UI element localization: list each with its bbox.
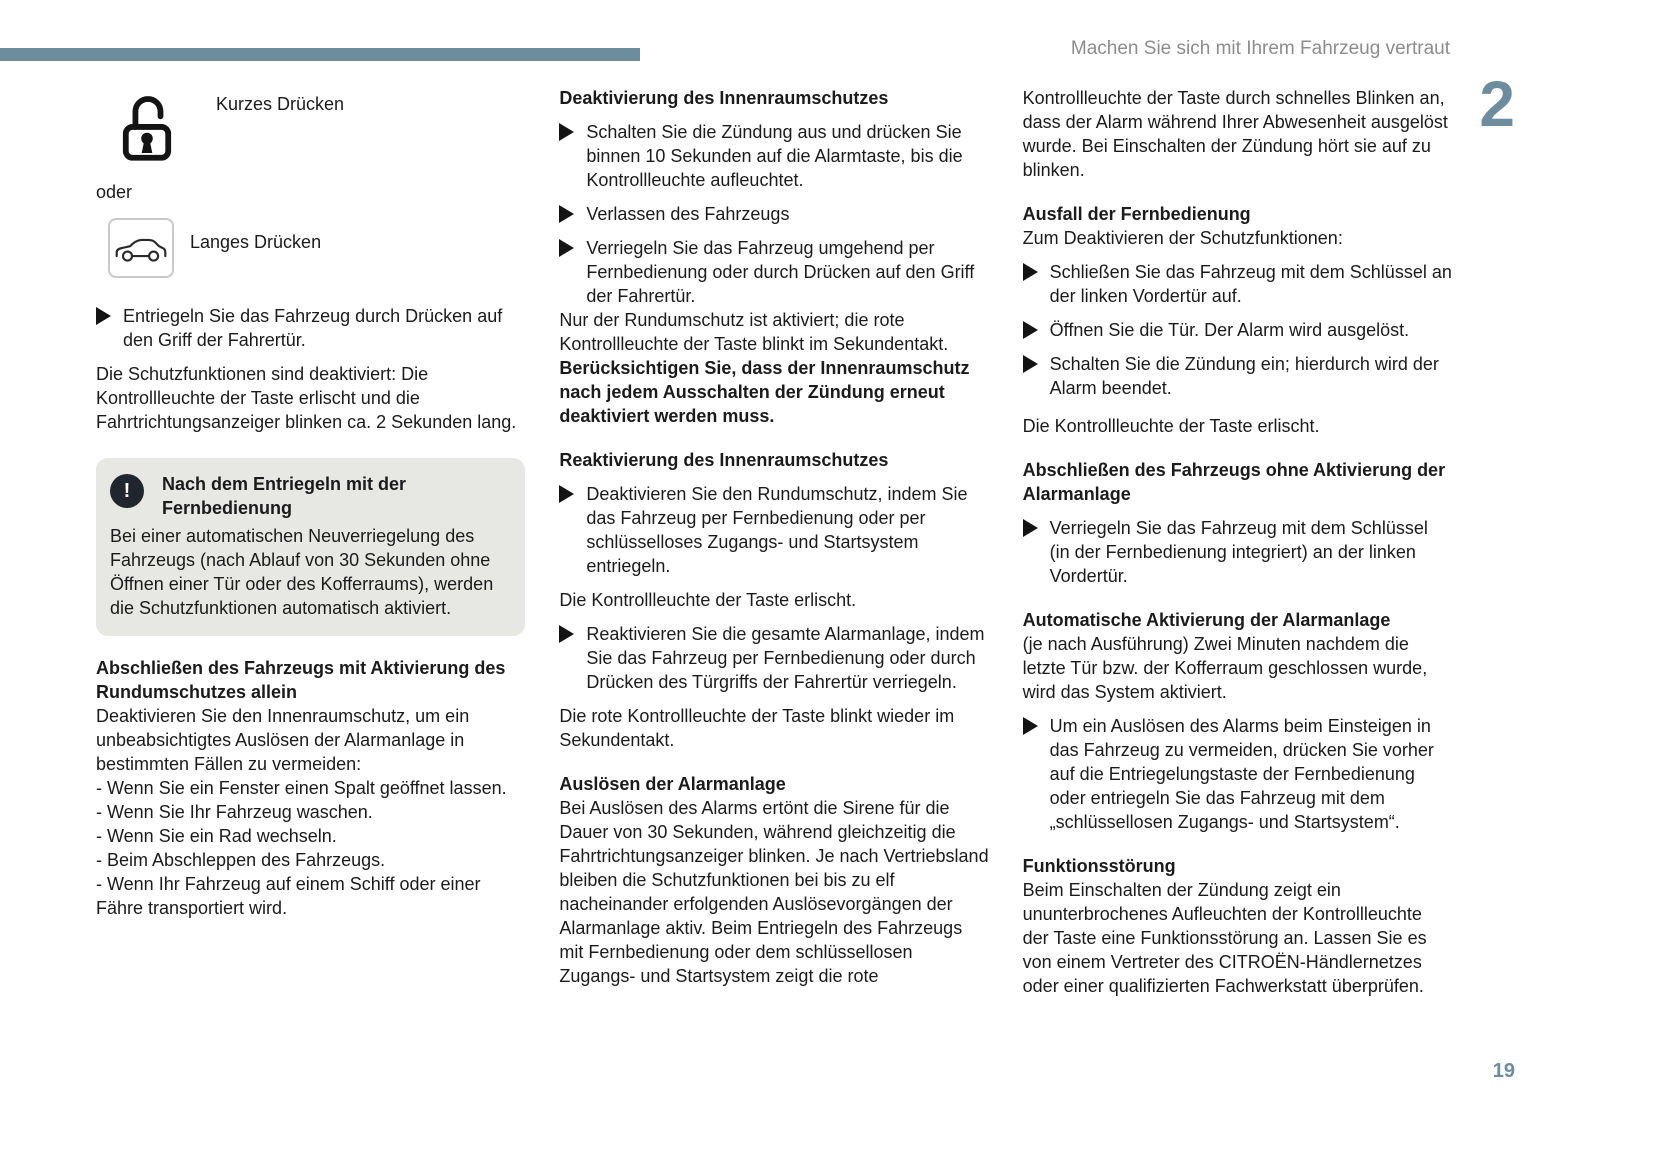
paragraph: Zum Deaktivieren der Schutzfunktionen: — [1022, 228, 1343, 248]
chapter-number: 2 — [1479, 68, 1515, 140]
bullet-text: Entriegeln Sie das Fahrzeug durch Drücken auf den Griff der Fahrertür. — [123, 306, 503, 350]
instruction-bullet — [1023, 516, 1452, 588]
instruction-bullet — [559, 482, 988, 578]
section-heading: Auslösen der Alarmanlage — [559, 774, 786, 794]
list-item: - Wenn Ihr Fahrzeug auf einem Schiff oder einer Fähre transportiert wird. — [96, 874, 481, 918]
info-box — [96, 458, 525, 636]
instruction-bullet — [96, 304, 525, 352]
info-box-header — [110, 472, 509, 520]
arrow-bullet-icon — [559, 123, 574, 141]
info-box-title: Nach dem Entriegeln mit der Fernbedienung — [162, 474, 407, 518]
short-press-row — [96, 86, 525, 164]
long-press-label: Langes Drücken — [190, 232, 322, 252]
list-item: - Wenn Sie Ihr Fahrzeug waschen. — [96, 802, 373, 822]
short-press-label: Kurzes Drücken — [216, 94, 345, 114]
section-heading: Abschließen des Fahrzeugs mit Aktivierung des Rundumschutzes allein — [96, 658, 506, 702]
top-accent-bar — [0, 48, 640, 61]
section-heading: Automatische Aktivierung der Alarmanlage — [1022, 610, 1391, 630]
warning-icon: ! — [110, 474, 144, 508]
paragraph: Deaktivieren Sie den Innenraumschutz, um ein unbeabsichtigtes Auslösen der Alarmanlage in bestimmten Fällen zu vermeiden: — [96, 706, 470, 774]
bullet-text: Verriegeln Sie das Fahrzeug umgehend per Fernbedienung oder durch Drücken auf den Griff der Fahrertür. — [586, 238, 975, 306]
instruction-bullet — [1023, 318, 1452, 342]
bullet-text: Reaktivieren Sie die gesamte Alarmanlage, indem Sie das Fahrzeug per Fernbedienung oder durch Drücken des Türgriffs der Fahrertür verriegeln. — [586, 624, 985, 692]
instruction-bullet — [1023, 352, 1452, 400]
bullet-text: Deaktivieren Sie den Rundumschutz, indem Sie das Fahrzeug per Fernbedienung oder per schlüsselloses Zugangs- und Startsystem entriegeln. — [586, 484, 968, 576]
arrow-bullet-icon — [96, 307, 111, 325]
bold-paragraph: Berücksichtigen Sie, dass der Innenraumschutz nach jedem Ausschalten der Zündung erneut deaktiviert werden muss. — [559, 358, 970, 426]
page-number: 19 — [1492, 1060, 1515, 1082]
instruction-bullet — [559, 622, 988, 694]
or-text: oder — [96, 182, 133, 202]
bullet-text: Schalten Sie die Zündung ein; hierdurch wird der Alarm beendet. — [1049, 354, 1439, 398]
arrow-bullet-icon — [1023, 321, 1038, 339]
column-left — [96, 86, 525, 998]
paragraph: Die rote Kontrollleuchte der Taste blinkt wieder im Sekundentakt. — [559, 706, 955, 750]
arrow-bullet-icon — [559, 485, 574, 503]
arrow-bullet-icon — [1023, 263, 1038, 281]
bullet-text: Um ein Auslösen des Alarms beim Einsteigen in das Fahrzeug zu vermeiden, drücken Sie vorher auf die Entriegelungstaste der Fernbedienung oder entriegeln Sie das Fahrzeug mit dem „schlüssellosen Zugangs- und Startsystem“. — [1049, 716, 1434, 832]
paragraph: Die Kontrollleuchte der Taste erlischt. — [559, 590, 857, 610]
section-heading: Funktionsstörung — [1022, 856, 1176, 876]
section-heading: Abschließen des Fahrzeugs ohne Aktivierung der Alarmanlage — [1022, 460, 1446, 504]
arrow-bullet-icon — [1023, 519, 1038, 537]
section-heading: Deaktivierung des Innenraumschutzes — [559, 88, 889, 108]
column-right — [1023, 86, 1452, 998]
paragraph: (je nach Ausführung) Zwei Minuten nachdem die letzte Tür bzw. der Kofferraum geschlossen wurde, wird das System aktiviert. — [1022, 634, 1428, 702]
arrow-bullet-icon — [559, 625, 574, 643]
section-heading: Ausfall der Fernbedienung — [1022, 204, 1251, 224]
instruction-bullet — [559, 236, 988, 308]
section-heading: Reaktivierung des Innenraumschutzes — [559, 450, 889, 470]
instruction-bullet — [1023, 714, 1452, 834]
bullet-text: Schließen Sie das Fahrzeug mit dem Schlüssel an der linken Vordertür auf. — [1049, 262, 1452, 306]
arrow-bullet-icon — [559, 239, 574, 257]
unlock-icon — [120, 86, 174, 164]
list-item: - Wenn Sie ein Rad wechseln. — [96, 826, 337, 846]
info-box-body: Bei einer automatischen Neuverriegelung des Fahrzeugs (nach Ablauf von 30 Sekunden ohne Öffnen einer Tür oder des Kofferraums), werden die Schutzfunktionen automatisch aktiviert. — [110, 526, 494, 618]
content-columns — [96, 86, 1452, 998]
paragraph: Beim Einschalten der Zündung zeigt ein ununterbrochenes Aufleuchten der Kontrollleuchte der Taste eine Funktionsstörung an. Lassen Sie es von einem Vertreter des CITROËN-Händlernetzes oder einer qualifizierten Fachwerkstatt überprüfen. — [1022, 880, 1427, 996]
instruction-bullet — [559, 120, 988, 192]
arrow-bullet-icon — [559, 205, 574, 223]
arrow-bullet-icon — [1023, 355, 1038, 373]
paragraph: Nur der Rundumschutz ist aktiviert; die rote Kontrollleuchte der Taste blinkt im Sekundentakt. — [559, 310, 949, 354]
instruction-bullet — [559, 202, 988, 226]
header-title: Machen Sie sich mit Ihrem Fahrzeug vertraut — [1070, 38, 1450, 59]
bullet-text: Schalten Sie die Zündung aus und drücken Sie binnen 10 Sekunden auf die Alarmtaste, bis die Kontrollleuchte aufleuchtet. — [586, 122, 963, 190]
paragraph: Bei Auslösen des Alarms ertönt die Sirene für die Dauer von 30 Sekunden, während gleichzeitig die Fahrtrichtungsanzeiger blinken. Je nach Vertriebsland bleiben die Schutzfunktionen bei bis zu elf nacheinander erfolgenden Auslösevorgängen der Alarmanlage aktiv. Beim Entriegeln des Fahrzeugs mit Fernbedienung oder dem schlüssellosen Zugangs- und Startsystem zeigt die rote — [559, 798, 989, 986]
bullet-text: Verriegeln Sie das Fahrzeug mit dem Schlüssel (in der Fernbedienung integriert) an der linken Vordertür. — [1049, 518, 1428, 586]
paragraph: Die Schutzfunktionen sind deaktiviert: Die Kontrollleuchte der Taste erlischt und die Fahrtrichtungsanzeiger blinken ca. 2 Sekunden lang. — [96, 364, 517, 432]
arrow-bullet-icon — [1023, 717, 1038, 735]
paragraph: Die Kontrollleuchte der Taste erlischt. — [1022, 416, 1320, 436]
bullet-text: Verlassen des Fahrzeugs — [586, 204, 790, 224]
instruction-bullet — [1023, 260, 1452, 308]
bullet-text: Öffnen Sie die Tür. Der Alarm wird ausgelöst. — [1049, 320, 1410, 340]
long-press-row — [96, 218, 525, 278]
list-item: - Beim Abschleppen des Fahrzeugs. — [96, 850, 386, 870]
column-middle — [559, 86, 988, 998]
car-icon — [108, 218, 174, 278]
paragraph: Kontrollleuchte der Taste durch schnelles Blinken an, dass der Alarm während Ihrer Abwesenheit ausgelöst wurde. Bei Einschalten der Zündung hört sie auf zu blinken. — [1022, 88, 1448, 180]
list-item: - Wenn Sie ein Fenster einen Spalt geöffnet lassen. — [96, 778, 507, 798]
